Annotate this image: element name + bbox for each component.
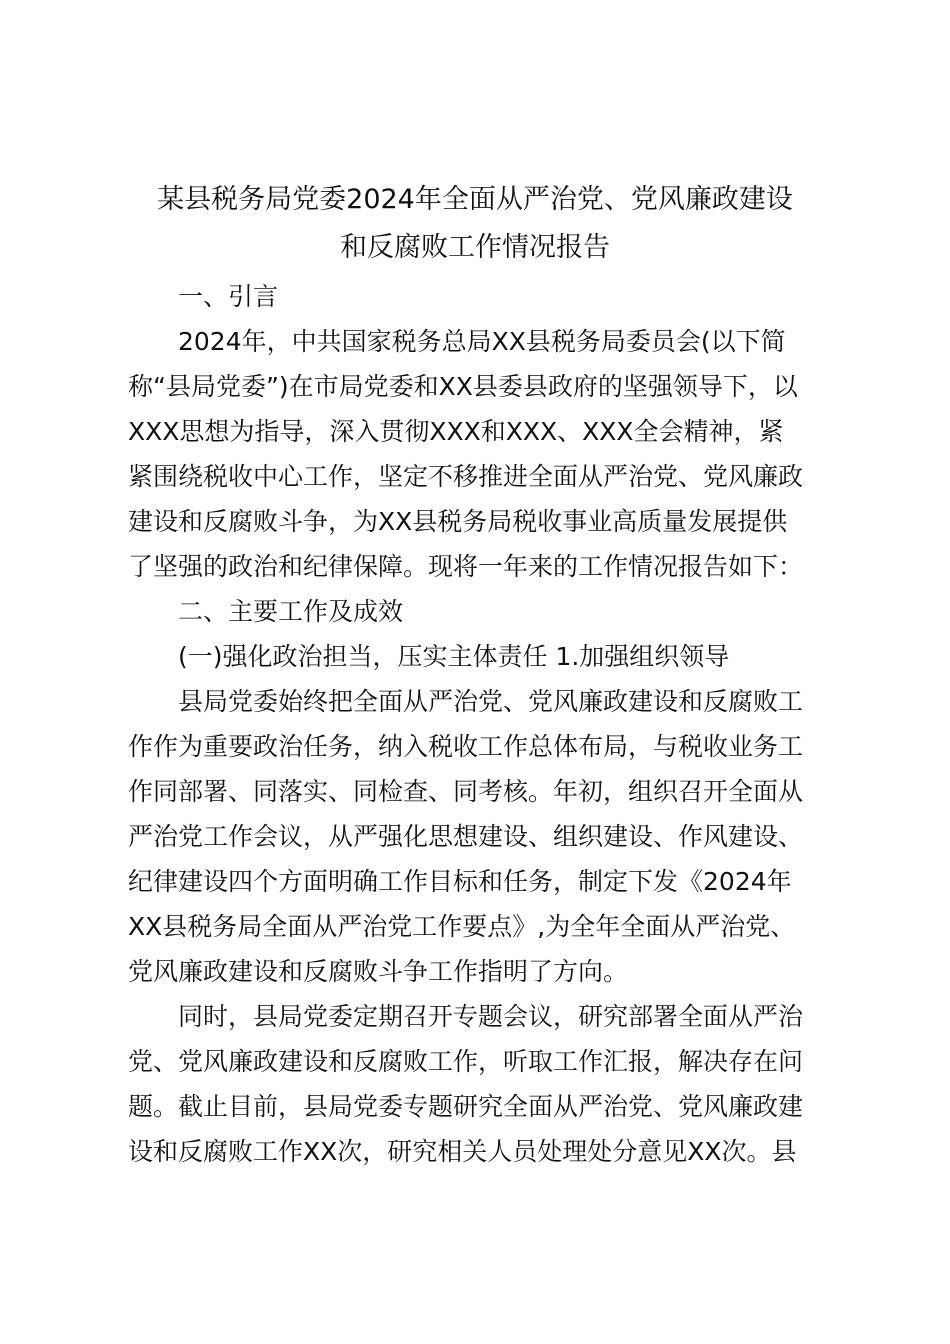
paragraph-line: 县局党委始终把全面从严治党、党风廉政建设和反腐败工 xyxy=(178,687,804,716)
paragraph-line: 设和反腐败工作XX次，研究相关人员处理处分意见XX次。县 xyxy=(128,1137,797,1166)
paragraph-line: 党、党风廉政建设和反腐败工作，听取工作汇报，解决存在问 xyxy=(128,1047,804,1076)
paragraph-line: 建设和反腐败斗争，为XX县税务局税收事业高质量发展提供 xyxy=(128,507,788,536)
paragraph-line: 党风廉政建设和反腐败斗争工作指明了方向。 xyxy=(128,957,629,986)
document-title-line-1: 某县税务局党委2024年全面从严治党、党风廉政建设 xyxy=(157,184,793,215)
document-title-line-2: 和反腐败工作情况报告 xyxy=(340,232,610,263)
paragraph-line: 紧围绕税收中心工作，坚定不移推进全面从严治党、党风廉政 xyxy=(128,462,804,491)
paragraph-line: 严治党工作会议，从严强化思想建设、组织建设、作风建设、 xyxy=(128,822,804,851)
paragraph-line: XXX思想为指导，深入贯彻XXX和XXX、XXX全会精神，紧 xyxy=(128,417,784,446)
paragraph-line: 了坚强的政治和纪律保障。现将一年来的工作情况报告如下： xyxy=(128,552,804,581)
paragraph-line: XX县税务局全面从严治党工作要点》,为全年全面从严治党、 xyxy=(128,912,796,941)
paragraph-line: 同时，县局党委定期召开专题会议，研究部署全面从严治 xyxy=(178,1002,804,1031)
section-heading-introduction: 一、引言 xyxy=(178,282,279,311)
paragraph-line: 纪律建设四个方面明确工作目标和任务，制定下发《2024年 xyxy=(128,867,792,896)
paragraph-line: 2024年，中共国家税务总局XX县税务局委员会(以下简 xyxy=(178,327,786,356)
paragraph-line: 作作为重要政治任务，纳入税收工作总体布局，与税收业务工 xyxy=(128,732,804,761)
paragraph-line: 作同部署、同落实、同检查、同考核。年初，组织召开全面从 xyxy=(128,777,804,806)
paragraph-line: 题。截止目前，县局党委专题研究全面从严治党、党风廉政建 xyxy=(128,1092,804,1121)
subsection-heading: (一)强化政治担当，压实主体责任 1.加强组织领导 xyxy=(178,642,730,671)
paragraph-line: 称“县局党委”)在市局党委和XX县委县政府的坚强领导下，以 xyxy=(128,372,798,401)
section-heading-main-work: 二、主要工作及成效 xyxy=(178,597,404,626)
